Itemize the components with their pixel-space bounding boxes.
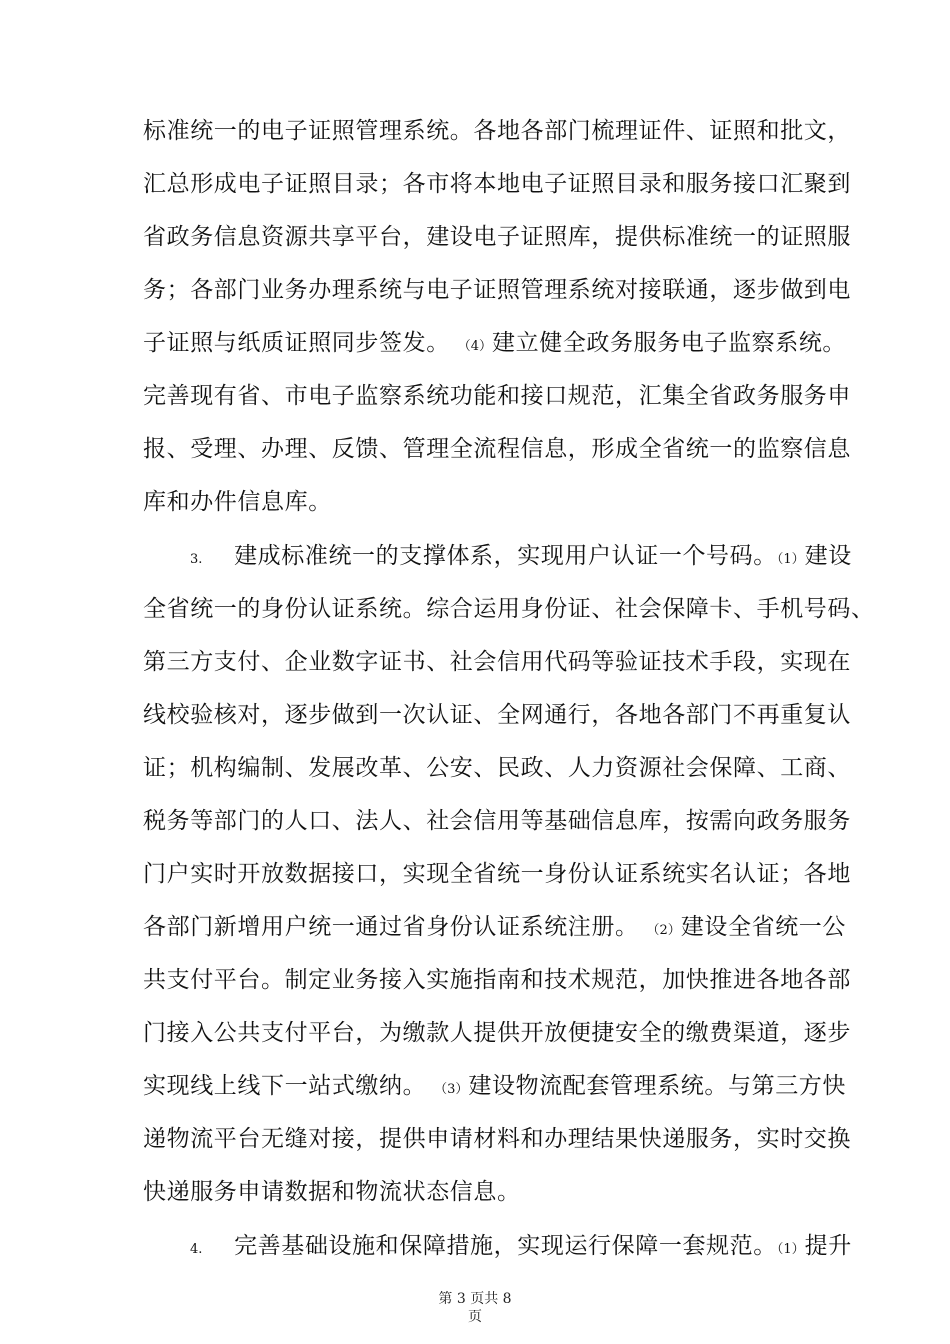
list-item-heading: 3. 建成标准统一的支撑体系，实现用户认证一个号码。（1）建设 bbox=[190, 543, 852, 569]
page-number-line: 第 3 页共 8 bbox=[438, 1291, 512, 1307]
body-line: 共支付平台。制定业务接入实施指南和技术规范，加快推进各地各部 bbox=[143, 967, 851, 993]
sub-marker: （1） bbox=[776, 552, 805, 567]
page-number-line: 页 bbox=[468, 1309, 482, 1325]
body-line: 报、受理、办理、反馈、管理全流程信息，形成全省统一的监察信息 bbox=[143, 436, 851, 462]
body-line: 汇总形成电子证照目录；各市将本地电子证照目录和服务接口汇聚到 bbox=[143, 171, 851, 197]
body-line: 线校验核对，逐步做到一次认证、全网通行，各地各部门不再重复认 bbox=[143, 702, 851, 728]
sub-marker: （2） bbox=[646, 923, 681, 938]
body-line: 库和办件信息库。 bbox=[143, 489, 332, 515]
body-line: 标准统一的电子证照管理系统。各地各部门梳理证件、证照和批文， bbox=[143, 118, 851, 144]
body-line: 全省统一的身份认证系统。综合运用身份证、社会保障卡、手机号码、 bbox=[143, 596, 875, 622]
sub-marker: （1） bbox=[776, 1242, 805, 1257]
item-number: 4. bbox=[190, 1242, 203, 1257]
body-line: 第三方支付、企业数字证书、社会信用代码等验证技术手段，实现在 bbox=[143, 649, 851, 675]
body-line: 税务等部门的人口、法人、社会信用等基础信息库，按需向政务服务 bbox=[143, 808, 851, 834]
body-line: 门接入公共支付平台，为缴款人提供开放便捷安全的缴费渠道，逐步 bbox=[143, 1020, 851, 1046]
body-line: 省政务信息资源共享平台，建设电子证照库，提供标准统一的证照服 bbox=[143, 224, 851, 250]
body-line: 实现线上线下一站式缴纳。 （3）建设物流配套管理系统。与第三方快 bbox=[143, 1073, 847, 1099]
body-line: 门户实时开放数据接口，实现全省统一身份认证系统实名认证；各地 bbox=[143, 861, 851, 887]
sub-marker: （3） bbox=[434, 1082, 469, 1097]
body-line: 完善现有省、市电子监察系统功能和接口规范，汇集全省政务服务申 bbox=[143, 383, 851, 409]
body-line: 各部门新增用户统一通过省身份认证系统注册。 （2）建设全省统一公 bbox=[143, 914, 847, 940]
body-line: 证；机构编制、发展改革、公安、民政、人力资源社会保障、工商、 bbox=[143, 755, 851, 781]
body-line: 快递服务申请数据和物流状态信息。 bbox=[143, 1179, 521, 1205]
sub-marker: （4） bbox=[457, 339, 493, 354]
body-line: 子证照与纸质证照同步签发。 （4）建立健全政务服务电子监察系统。 bbox=[143, 330, 847, 356]
body-line: 递物流平台无缝对接，提供申请材料和办理结果快递服务，实时交换 bbox=[143, 1126, 851, 1152]
list-item-heading: 4. 完善基础设施和保障措施，实现运行保障一套规范。（1）提升 bbox=[190, 1233, 852, 1259]
page-footer bbox=[0, 1290, 950, 1326]
item-number: 3. bbox=[190, 552, 203, 567]
body-line: 务；各部门业务办理系统与电子证照管理系统对接联通，逐步做到电 bbox=[143, 277, 851, 303]
